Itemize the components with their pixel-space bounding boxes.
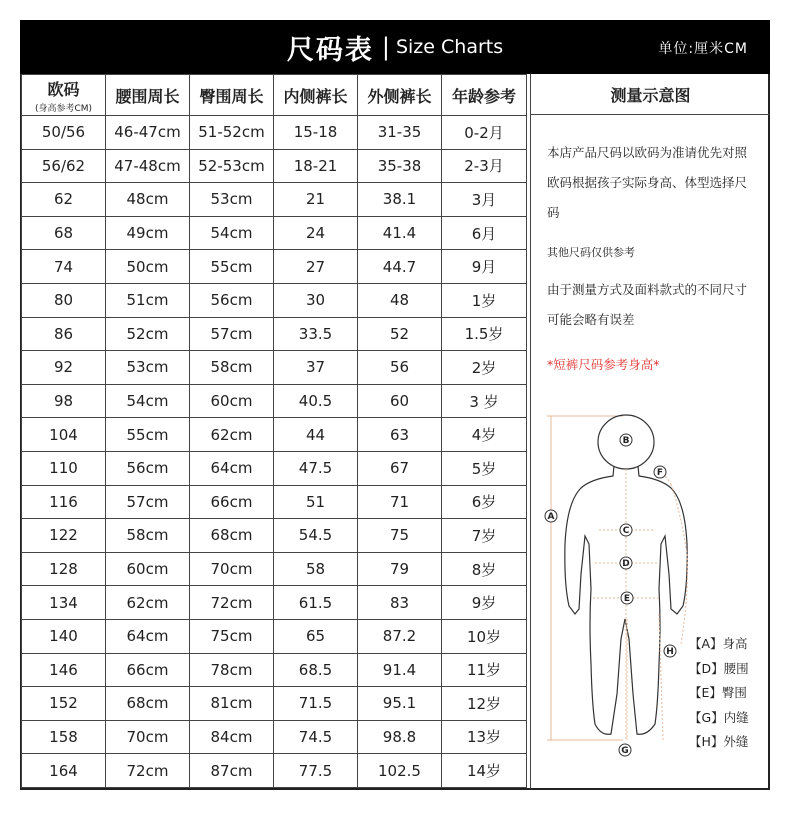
table-cell: 77.5 <box>274 754 358 788</box>
table-cell: 61.5 <box>274 586 358 620</box>
table-cell: 48cm <box>106 183 190 217</box>
table-row <box>22 250 527 284</box>
unit-label: 单位:厘米CM <box>658 41 748 57</box>
table-cell: 58 <box>274 552 358 586</box>
table-cell: 66cm <box>106 653 190 687</box>
table-cell: 54.5 <box>274 519 358 553</box>
table-cell: 6岁 <box>442 485 527 519</box>
table-cell: 152 <box>22 687 106 721</box>
table-cell: 51-52cm <box>190 116 274 150</box>
table-cell: 60cm <box>190 384 274 418</box>
table-cell: 134 <box>22 586 106 620</box>
table-cell: 52 <box>358 317 442 351</box>
table-cell: 68cm <box>106 687 190 721</box>
table-cell: 64cm <box>190 451 274 485</box>
marker-f <box>654 466 666 478</box>
table-cell: 10岁 <box>442 619 527 653</box>
table-cell: 47.5 <box>274 451 358 485</box>
table-cell: 0-2月 <box>442 116 527 150</box>
table-cell: 11岁 <box>442 653 527 687</box>
table-cell: 2岁 <box>442 351 527 385</box>
table-row <box>22 116 527 150</box>
table-cell: 86 <box>22 317 106 351</box>
table-cell: 5岁 <box>442 451 527 485</box>
table-cell: 48 <box>358 283 442 317</box>
table-cell: 3月 <box>442 183 527 217</box>
table-cell: 72cm <box>190 586 274 620</box>
table-cell: 55cm <box>106 418 190 452</box>
marker-b <box>620 434 632 446</box>
legend-item: 【H】外缝 <box>689 734 749 749</box>
table-cell: 81cm <box>190 687 274 721</box>
table-row <box>22 351 527 385</box>
table-cell: 63 <box>358 418 442 452</box>
table-cell: 91.4 <box>358 653 442 687</box>
table-cell: 116 <box>22 485 106 519</box>
svg-text:G: G <box>621 746 629 756</box>
table-cell: 64cm <box>106 619 190 653</box>
table-row <box>22 619 527 653</box>
table-cell: 54cm <box>190 216 274 250</box>
table-cell: 3 岁 <box>442 384 527 418</box>
table-cell: 92 <box>22 351 106 385</box>
table-row <box>22 283 527 317</box>
table-cell: 15-18 <box>274 116 358 150</box>
table-cell: 83 <box>358 586 442 620</box>
column-header-label: 年龄参考 <box>451 86 516 106</box>
svg-text:A: A <box>547 512 555 522</box>
note-size-guide: 本店产品尺码以欧码为准请优先对照欧码根据孩子实际身高、体型选择尺码 <box>547 145 748 220</box>
measure-lines <box>593 469 687 740</box>
svg-text:B: B <box>622 436 630 446</box>
marker-e <box>621 592 633 604</box>
table-cell: 56 <box>358 351 442 385</box>
marker-d <box>620 557 632 569</box>
table-cell: 51 <box>274 485 358 519</box>
table-cell: 95.1 <box>358 687 442 721</box>
title-chinese: 尺码表 <box>286 34 374 66</box>
table-cell: 9月 <box>442 250 527 284</box>
table-cell: 58cm <box>106 519 190 553</box>
column-header <box>358 75 442 116</box>
table-row <box>22 149 527 183</box>
column-header <box>106 75 190 116</box>
table-cell: 71.5 <box>274 687 358 721</box>
table-cell: 62cm <box>106 586 190 620</box>
svg-text:H: H <box>666 647 674 657</box>
legend-item: 【A】身高 <box>689 636 748 651</box>
marker-c <box>620 524 632 536</box>
column-header-label: 臀围周长 <box>199 86 264 106</box>
table-cell: 4岁 <box>442 418 527 452</box>
table-cell: 7岁 <box>442 519 527 553</box>
column-header-label: 欧码 <box>47 79 80 99</box>
table-cell: 33.5 <box>274 317 358 351</box>
table-cell: 50cm <box>106 250 190 284</box>
column-header-label: 外侧裤长 <box>367 86 432 106</box>
table-cell: 110 <box>22 451 106 485</box>
legend-item: 【D】腰围 <box>689 660 749 676</box>
svg-text:F: F <box>656 468 664 478</box>
table-row <box>22 653 527 687</box>
table-cell: 56cm <box>106 451 190 485</box>
table-cell: 9岁 <box>442 586 527 620</box>
table-cell: 98.8 <box>358 720 442 754</box>
table-cell: 49cm <box>106 216 190 250</box>
table-cell: 74.5 <box>274 720 358 754</box>
header-bar <box>20 20 770 74</box>
table-cell: 72cm <box>106 754 190 788</box>
table-cell: 70cm <box>106 720 190 754</box>
title-separator: | <box>381 33 390 61</box>
note-measurement-error: 由于测量方式及面料款式的不同尺寸可能会略有误差 <box>547 282 748 327</box>
measure-panel <box>530 74 770 789</box>
table-cell: 98 <box>22 384 106 418</box>
table-cell: 55cm <box>190 250 274 284</box>
size-table <box>21 74 527 788</box>
marker-g <box>619 744 631 756</box>
table-cell: 122 <box>22 519 106 553</box>
table-cell: 41.4 <box>358 216 442 250</box>
column-header <box>190 75 274 116</box>
table-cell: 13岁 <box>442 720 527 754</box>
table-cell: 71 <box>358 485 442 519</box>
table-cell: 52cm <box>106 317 190 351</box>
table-cell: 56/62 <box>22 149 106 183</box>
legend-item: 【E】臀围 <box>689 685 747 700</box>
table-cell: 164 <box>22 754 106 788</box>
table-cell: 87cm <box>190 754 274 788</box>
table-cell: 78cm <box>190 653 274 687</box>
table-row <box>22 183 527 217</box>
table-cell: 57cm <box>106 485 190 519</box>
marker-h <box>664 645 676 657</box>
table-cell: 60cm <box>106 552 190 586</box>
table-row <box>22 586 527 620</box>
table-cell: 65 <box>274 619 358 653</box>
table-cell: 87.2 <box>358 619 442 653</box>
table-cell: 75 <box>358 519 442 553</box>
table-cell: 30 <box>274 283 358 317</box>
table-cell: 44.7 <box>358 250 442 284</box>
note-shorts-height: *短裤尺码参考身高* <box>547 357 660 372</box>
marker-a <box>545 510 557 522</box>
svg-text:D: D <box>622 559 630 569</box>
table-cell: 140 <box>22 619 106 653</box>
table-cell: 21 <box>274 183 358 217</box>
table-cell: 75cm <box>190 619 274 653</box>
measure-title: 测量示意图 <box>531 74 770 115</box>
table-cell: 68 <box>22 216 106 250</box>
table-cell: 1岁 <box>442 283 527 317</box>
table-cell: 6月 <box>442 216 527 250</box>
table-cell: 52-53cm <box>190 149 274 183</box>
table-row <box>22 418 527 452</box>
table-cell: 158 <box>22 720 106 754</box>
svg-text:C: C <box>622 526 630 536</box>
table-cell: 38.1 <box>358 183 442 217</box>
table-cell: 40.5 <box>274 384 358 418</box>
table-cell: 18-21 <box>274 149 358 183</box>
column-header <box>274 75 358 116</box>
table-cell: 70cm <box>190 552 274 586</box>
measure-legend <box>689 632 749 755</box>
table-cell: 14岁 <box>442 754 527 788</box>
table-cell: 46-47cm <box>106 116 190 150</box>
legend-item: 【G】内缝 <box>689 709 749 725</box>
column-header-label: 内侧裤长 <box>283 86 348 106</box>
table-cell: 74 <box>22 250 106 284</box>
column-header <box>22 75 106 116</box>
svg-text:E: E <box>623 594 631 604</box>
column-header-label: 腰围周长 <box>115 86 180 106</box>
table-cell: 60 <box>358 384 442 418</box>
table-cell: 66cm <box>190 485 274 519</box>
table-cell: 47-48cm <box>106 149 190 183</box>
table-cell: 57cm <box>190 317 274 351</box>
table-cell: 53cm <box>190 183 274 217</box>
table-cell: 12岁 <box>442 687 527 721</box>
table-cell: 56cm <box>190 283 274 317</box>
table-cell: 58cm <box>190 351 274 385</box>
table-row <box>22 216 527 250</box>
table-cell: 102.5 <box>358 754 442 788</box>
table-header-row <box>22 75 527 116</box>
table-cell: 54cm <box>106 384 190 418</box>
table-cell: 104 <box>22 418 106 452</box>
table-cell: 8岁 <box>442 552 527 586</box>
column-header-sub: (身高参考CM) <box>34 103 93 114</box>
table-row <box>22 687 527 721</box>
note-other-sizes: 其他尺码仅供参考 <box>547 246 635 259</box>
table-row <box>22 519 527 553</box>
table-cell: 1.5岁 <box>442 317 527 351</box>
table-cell: 2-3月 <box>442 149 527 183</box>
table-cell: 68cm <box>190 519 274 553</box>
table-cell: 68.5 <box>274 653 358 687</box>
table-cell: 146 <box>22 653 106 687</box>
title-english: Size Charts <box>395 36 504 58</box>
table-row <box>22 754 527 788</box>
table-cell: 62cm <box>190 418 274 452</box>
table-cell: 62 <box>22 183 106 217</box>
table-cell: 51cm <box>106 283 190 317</box>
table-cell: 27 <box>274 250 358 284</box>
table-cell: 53cm <box>106 351 190 385</box>
table-row <box>22 485 527 519</box>
table-cell: 80 <box>22 283 106 317</box>
table-cell: 31-35 <box>358 116 442 150</box>
table-cell: 128 <box>22 552 106 586</box>
table-cell: 67 <box>358 451 442 485</box>
table-cell: 50/56 <box>22 116 106 150</box>
table-cell: 79 <box>358 552 442 586</box>
table-row <box>22 384 527 418</box>
table-row <box>22 552 527 586</box>
table-cell: 35-38 <box>358 149 442 183</box>
table-cell: 24 <box>274 216 358 250</box>
table-row <box>22 317 527 351</box>
column-header <box>442 75 527 116</box>
table-cell: 84cm <box>190 720 274 754</box>
table-row <box>22 720 527 754</box>
table-cell: 44 <box>274 418 358 452</box>
table-row <box>22 451 527 485</box>
table-cell: 37 <box>274 351 358 385</box>
